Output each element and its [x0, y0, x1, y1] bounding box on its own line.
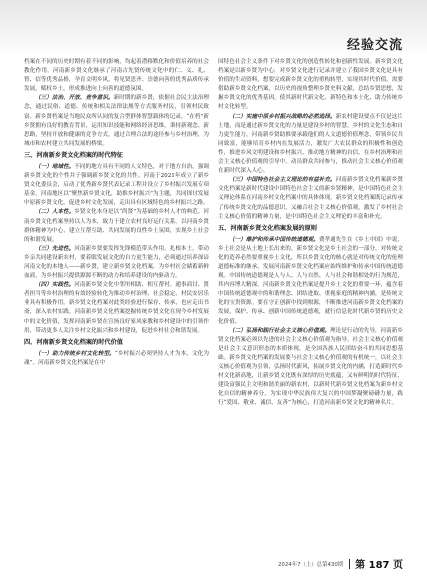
body-paragraph: [24, 350, 209, 368]
paragraph-lead: （一）维护和传承中国传统道德观。: [229, 236, 319, 243]
paragraph-text: 河南新乡贤文化中邻里相助、相互帮衬、通事商讨、贤者担当等乡村治理的有效经验转化为推动乡村治理、社会稳定、村民安居乐业具有积极作用。新乡贤文化档案对此类经验进行保存、传承，也应走出书斋，深入农村实践。河南新乡贤文化档案挖掘传统乡贤文化在现今乡村发展中的文化价值，发挥河南新乡贤在宣扬良好家风家教和乡村建设中的引领作用，带动更多人关注乡村文化振兴和乡村建设，促进乡村社会和谐发展。: [24, 282, 209, 334]
body-paragraph: [218, 236, 403, 327]
paragraph-text: 河南新乡贤文化档案新乡贤文化档案是新时代建设中国特色社会主义的新乡贤精神，是中国特色社会主义理论体系在河南乡村文化档案中的具体体现。新乡贤文化档案既记录传承了传统乡贤文化的品德意识，又融合社会主义核心价值观，激发了乡村社会主义核心价值的精神力量，是中国特色社会主义理论的丰富和补充。: [218, 177, 403, 220]
page-number: 第 187 页: [355, 560, 403, 571]
paragraph-text: 国特色社会主义条件下对乡贤文化的创造性转化和创新性发展。新乡贤文化档案是以新乡贤为中心，对乡贤文化进行记录并建立了我国乡贤文化是具有价值的生动资料，想要完成新乡贤文化的重构转型，实现其时代价值，需要借助新乡贤文化档案，以历史的视角整理乡贤史料文献，总结乡贤思想，发掘乡贤文化的优秀基因，使其新时代新文化、新特色和本土化，助力传统乡村文化转型。: [218, 59, 403, 111]
paragraph-lead: （二）人本性。: [35, 209, 75, 216]
paragraph-lead: （三）中国特色社会主义理论的有益补充。: [229, 177, 336, 184]
section-heading: 四、河南新乡贤文化档案的时代价值: [24, 338, 123, 346]
body-paragraph: [24, 245, 209, 281]
body-paragraph: [24, 94, 209, 149]
issue-info: 2024年7（上）总第430期: [277, 561, 344, 568]
paragraph-text: 新时期的新乡贤，依据社会民主法治理念，通过民俗、道德、传统和相关法律法规等方式服务村民，引领村民致富。新乡贤档案是当地民众所认同的复合型群体智慧载体的记录。“在档”新乡贤拥有良好的教育背景，运用知识技能和网络经济思维，秉持新观念、新思路，坚持开放和健康的竞争方式，通过合理合法的途径参与乡村治理，为城市和农村建立共同发展的桥梁。: [24, 95, 209, 147]
paragraph-text: 乡贤文化本身是以“尚贤”为基础的乡村人才的典范。河南乡贤文化档案坚持以人为本，致力于建立农村良好运行关系。以河南乡贤群体精神为中心，建立互帮互助、共同发展的良性乡土氛围，实现乡土社会的和谐发展。: [24, 209, 209, 243]
paragraph-text: 理论是行动的先导，河南新乡贤文化档案必须以先进的社会主义核心价值观为指导。社会主义核心价值观是社会主义意识形态的本质体现，是全国各族人民团结奋斗的共同思想基础。新乡贤文化档案的发展要与社会主义核心价值观的有机统一，以社会主义核心价值观为引领，弘扬时代新风，拓展乡贤文化的内涵，打造新时代乡村文化新高地，让新乡贤文化既有深厚的历史底蕴，又有鲜明的时代特征，建设富强民主文明和谐美丽的新农村，以新时代新乡贤文化档案为新乡村文化自信的精神养分，为实现中华民族伟大复兴的中国梦凝聚磅礴力量，践行“爱国、敬业、诚信、友善”为核心，打造河南新乡贤文化的精神名片。: [218, 327, 403, 407]
body-paragraph: [24, 281, 209, 336]
section-title: 经验交流: [346, 38, 403, 53]
paragraph-text: “乡村振兴必须坚持人才为本，文化为魂”。河南新乡贤文化档案是在中: [24, 350, 209, 366]
paragraph-lead: （三）法治、开放、竞争意识。: [35, 95, 114, 102]
paragraph-text: 河南新乡贤要发挥先锋模范带头作用，扎根本土，带动乡亲共同建设新农村，要着眼发展文化的自力更生能力，必须通过培养深谙河南文化的本地人——新乡贤，建立新乡贤文化档案，为乡村社会储蓄新鲜血液，为乡村振兴提供源源不断的动力和培养建设的内驱动力。: [24, 245, 209, 280]
paragraph-text: 费孝通先生在《乡土中国》中说，乡土社会是从土地上长出来的。新乡贤文化是乡土社会的一部分，对传统文化的造养必然要重视乡土文化，所以乡贤文化的核心就是对传统文化的伦理道德标准的继承。发展河南新乡贤文化档案应始终维护和传承中国传统道德观。中国传统道德观是人与人、人与自然、人与社会和谐相处的行为规范，其内容博大精深。河南新乡贤文化档案是提升乡土文化的重要一环，蕴含着中国传统道德观中的和谐理念、团结进取、重视家庭的精神内涵，是传统文化的宝贵资源。要在守正创新中找到根源，不断推进河南新乡贤文化档案的发展，保护、传承、创新中国传统道德观，就行信息化时代新乡贤的历史文化价值。: [218, 236, 403, 325]
paragraph-lead: （四）实践性。: [35, 282, 75, 289]
footer-divider: [349, 559, 350, 569]
body-paragraph: [218, 176, 403, 221]
body-paragraph: [218, 113, 403, 177]
body-paragraph: [24, 163, 209, 208]
paragraph-text: 新农村建设要点不仅是这片土地，而是通过新乡贤文化的力量是建设乡村的智慧，乡村的文化生态和自力更生能力，河南新乡贤助推要承载他们的人文道德价值理念，带领乡民共同致富，能够培育乡村内在发展活力，激发广大农民群众的积极性和创造性，推进乡风文明建设和乡村振兴，推动地方精神的自信，在乡村治理和社会主义核心价值观的引导中，动员群众共同参与，推动社会主义核心价值观在新时代深入人心。: [218, 113, 403, 175]
section-heading: 三、河南新乡贤文化档案的时代特征: [24, 151, 123, 159]
left-column: [24, 58, 209, 368]
paragraph-lead: （三）先进性。: [35, 245, 75, 252]
paragraph-lead: （一）助力传统乡村文化转型。: [35, 350, 115, 357]
body-paragraph: [24, 58, 209, 94]
right-column: [218, 58, 403, 408]
body-paragraph: [218, 327, 403, 409]
paragraph-lead: （一）地域性。: [35, 163, 75, 170]
paragraph-text: 档案在不同的历史时期有着不同的影响，均起着潜移默化和价值培养的社会教化作用。河南新乡贤文化继承了河南古先贤传统文化中的仁、义、礼、智、信等优秀品格，孕育文明乡风，将见贤思齐、崇德向善的优秀品质传承发展，赋权乡土，形成推进向上向善的道德氛围。: [24, 59, 209, 93]
paragraph-text: 不同的地方具有不同的人文特色，对于地方自治，强调新乡贤文化的个性并于强调新乡贤文化的共性。河南于2021年成立了新乡贤文化委员会，启动了优秀新乡贤代表记录工程并设立了乡村振兴发展专项基金。河南地区以“聚焦新乡贤文化，助推乡村振兴”为主题，共同探讨发展中原新乡贤文化，促进乡村文化发展，走出具有区域特色的乡村振兴之路。: [24, 163, 209, 207]
body-paragraph: [218, 58, 403, 113]
section-heading: 五、河南新乡贤文化档案发展的原则: [218, 224, 317, 232]
body-paragraph: [24, 208, 209, 244]
paragraph-lead: （二）弘扬和践行社会主义核心价值观。: [229, 327, 331, 334]
paragraph-lead: （二）实施中原乡村振兴战略的必然选择。: [229, 113, 336, 120]
page-footer: [278, 556, 403, 571]
